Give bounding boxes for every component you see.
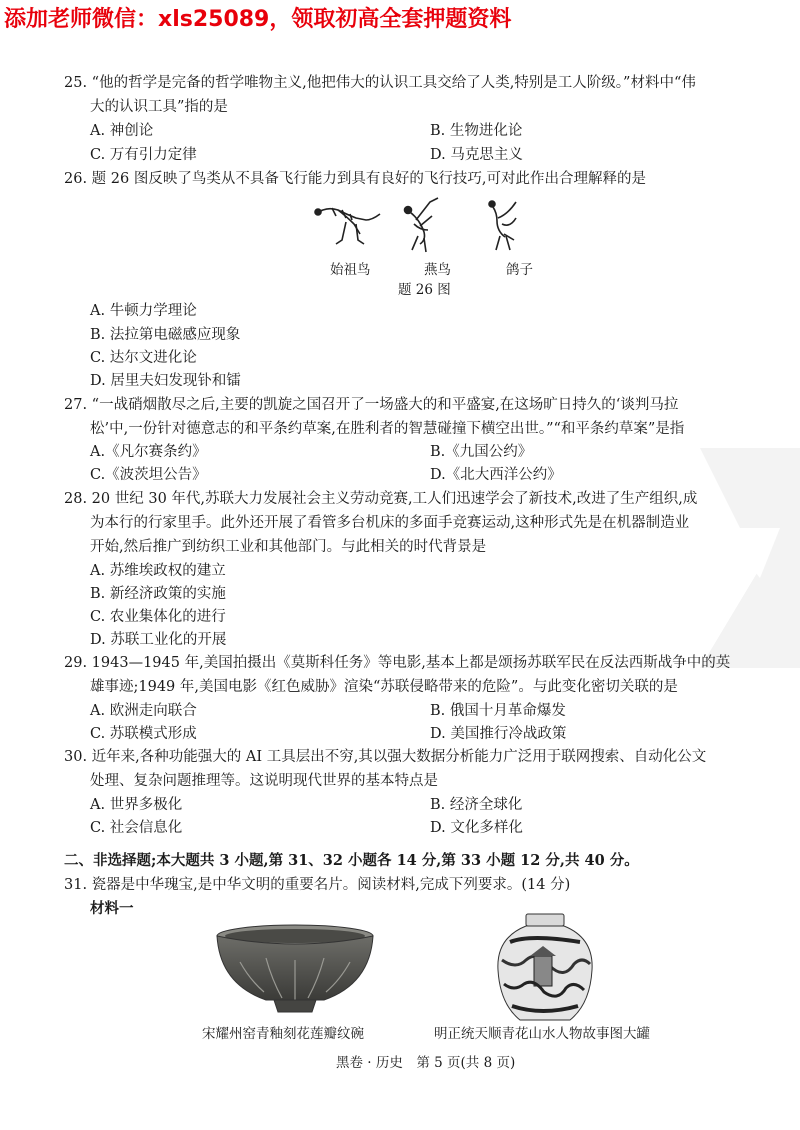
q28-option-d: D. 苏联工业化的开展 (90, 632, 227, 648)
q27-stem-line1: 27. “一战硝烟散尽之后,主要的凯旋之国召开了一场盛大的和平盛宴,在这场旷日持久的‘谈判马拉 (64, 397, 679, 413)
q31-stem: 31. 瓷器是中华瑰宝,是中华文明的重要名片。阅读材料,完成下列要求。(14 分) (64, 877, 571, 893)
q30-stem-line1: 30. 近年来,各种功能强大的 AI 工具层出不穷,其以强大数据分析能力广泛用于联网搜索、自动化公文 (64, 749, 707, 765)
q30-option-d: D. 文化多样化 (430, 820, 523, 836)
bird-label-swallow: 燕鸟 (424, 262, 451, 278)
q29-option-d: D. 美国推行冷战政策 (430, 726, 567, 742)
q25-option-b: B. 生物进化论 (430, 123, 523, 139)
q25-stem-line2: 大的认识工具”指的是 (90, 99, 228, 115)
q28-stem-line1: 28. 20 世纪 30 年代,苏联大力发展社会主义劳动竞赛,工人们迅速学会了新技术,改进了生产组织,成 (64, 491, 698, 507)
bowl-caption: 宋耀州窑青釉刻花莲瓣纹碗 (202, 1026, 364, 1042)
q25-option-a: A. 神创论 (90, 123, 154, 139)
q26-option-b: B. 法拉第电磁感应现象 (90, 327, 241, 343)
q29-option-b: B. 俄国十月革命爆发 (430, 703, 566, 719)
section-heading: 二、非选择题;本大题共 3 小题,第 31、32 小题各 14 分,第 33 小题 12 分,共 40 分。 (64, 852, 639, 869)
q25-stem-line1: 25. “他的哲学是完备的哲学唯物主义,他把伟大的认识工具交给了人类,特别是工人阶级。”材料中“伟 (64, 75, 696, 91)
q30-option-c: C. 社会信息化 (90, 820, 183, 836)
swallow-skeleton-icon (405, 198, 439, 252)
pigeon-skeleton-icon (489, 201, 516, 250)
q27-stem-line2: 松’中,一份针对德意志的和平条约草案,在胜利者的智慧碰撞下横空出世。”“和平条约草案”是指 (90, 421, 685, 437)
q26-option-d: D. 居里夫妇发现钋和镭 (90, 373, 241, 389)
q25-option-d: D. 马克思主义 (430, 147, 523, 163)
watermark-contact-text: 添加老师微信：xls25089，领取初高全套押题资料 (4, 7, 512, 32)
archaeopteryx-skeleton-icon (315, 208, 380, 244)
q27-option-d: D.《北大西洋公约》 (430, 467, 562, 483)
q28-stem-line2: 为本行的行家里手。此外还开展了看管多台机床的多面手竞赛运动,这种形式先是在机器制造业 (90, 515, 690, 531)
bird-label-pigeon: 鸽子 (506, 262, 533, 278)
q25-option-c: C. 万有引力定律 (90, 147, 197, 163)
bird-skeleton-figure (312, 196, 542, 260)
q29-option-c: C. 苏联模式形成 (90, 726, 197, 742)
material-one-label: 材料一 (90, 900, 134, 917)
page-footer: 黑卷 · 历史 第 5 页(共 8 页) (336, 1055, 516, 1071)
q28-option-a: A. 苏维埃政权的建立 (90, 563, 226, 579)
jar-caption: 明正统天顺青花山水人物故事图大罐 (434, 1026, 650, 1042)
q30-option-b: B. 经济全球化 (430, 797, 523, 813)
blue-white-jar-image (490, 912, 600, 1024)
q29-stem-line1: 29. 1943—1945 年,美国拍摄出《莫斯科任务》等电影,基本上都是颂扬苏联军民在反法西斯战争中的英 (64, 655, 731, 671)
q30-option-a: A. 世界多极化 (90, 797, 183, 813)
q28-stem-line3: 开始,然后推广到纺织工业和其他部门。与此相关的时代背景是 (90, 539, 487, 555)
q29-option-a: A. 欧洲走向联合 (90, 703, 197, 719)
q27-option-b: B.《九国公约》 (430, 444, 533, 460)
bird-label-archaeopteryx: 始祖鸟 (330, 262, 371, 278)
q26-option-a: A. 牛顿力学理论 (90, 303, 197, 319)
q27-option-c: C.《波茨坦公告》 (90, 467, 207, 483)
celadon-bowl-image (210, 922, 380, 1018)
q27-option-a: A.《凡尔赛条约》 (90, 444, 207, 460)
page-corner-shadow (660, 448, 800, 668)
q26-stem: 26. 题 26 图反映了鸟类从不具备飞行能力到具有良好的飞行技巧,可对此作出合理解释的是 (64, 171, 646, 187)
q26-option-c: C. 达尔文进化论 (90, 350, 197, 366)
q30-stem-line2: 处理、复杂问题推理等。这说明现代世界的基本特点是 (90, 773, 438, 789)
q28-option-b: B. 新经济政策的实施 (90, 586, 226, 602)
q29-stem-line2: 雄事迹;1949 年,美国电影《红色威胁》渲染“苏联侵略带来的危险”。与此变化密切关联的是 (90, 679, 678, 695)
q28-option-c: C. 农业集体化的进行 (90, 609, 226, 625)
figure-26-caption: 题 26 图 (398, 282, 451, 298)
